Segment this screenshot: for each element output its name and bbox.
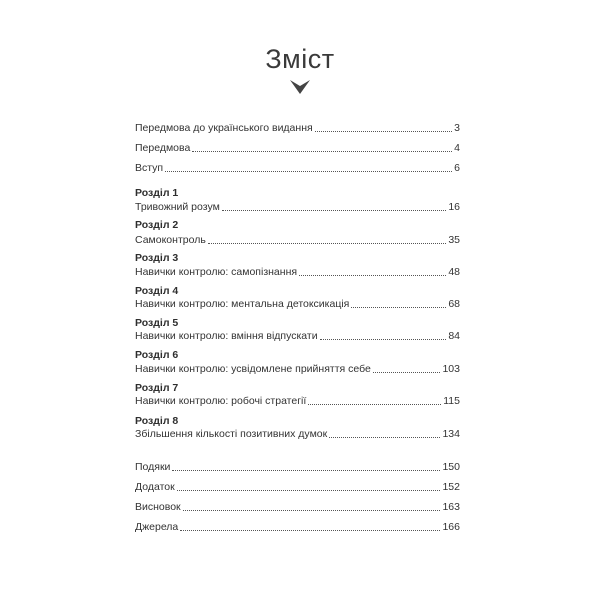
toc-entry-label: Вступ (135, 162, 164, 174)
chapter-heading: Розділ 5 (135, 317, 179, 329)
chapter-heading: Розділ 6 (135, 349, 179, 361)
dot-leader (320, 339, 447, 340)
dot-leader (177, 490, 441, 491)
toc-entry-chapter-5[interactable] (135, 328, 460, 343)
chapter-heading: Розділ 2 (135, 219, 179, 231)
toc-entry-front-2[interactable] (135, 140, 460, 155)
toc-entry-chapter-3[interactable] (135, 264, 460, 279)
toc-entry-page: 6 (454, 162, 460, 174)
dot-leader (192, 151, 452, 152)
toc-entry-front-1[interactable] (135, 120, 460, 135)
toc-entry-page: 3 (454, 122, 460, 134)
toc-entry-back-1[interactable] (135, 459, 460, 474)
toc-entry-chapter-2[interactable] (135, 232, 460, 247)
toc-entry-page: 150 (442, 461, 460, 473)
toc-entry-page: 166 (442, 521, 460, 533)
toc-entry-chapter-4[interactable] (135, 296, 460, 311)
chapter-heading: Розділ 3 (135, 252, 179, 264)
toc-entry-page: 84 (448, 330, 460, 342)
toc-entry-page: 103 (442, 363, 460, 375)
toc-entry-label: Передмова до українського видання (135, 122, 313, 134)
toc-entry-page: 152 (442, 481, 460, 493)
toc-entry-chapter-8[interactable] (135, 426, 460, 441)
dot-leader (299, 275, 446, 276)
chapter-heading: Розділ 4 (135, 285, 179, 297)
toc-entry-label: Висновок (135, 501, 181, 513)
toc-entry-label: Навички контролю: усвідомлене прийняття себе (135, 363, 371, 375)
toc-entry-page: 68 (448, 298, 460, 310)
dot-leader (172, 470, 440, 471)
toc-entry-label: Навички контролю: самопізнання (135, 266, 298, 278)
toc-entry-back-2[interactable] (135, 479, 460, 494)
toc-entry-front-3[interactable] (135, 160, 460, 175)
dot-leader (308, 404, 441, 405)
dot-leader (183, 510, 441, 511)
toc-entry-page: 115 (443, 395, 460, 407)
toc-entry-label: Самоконтроль (135, 234, 206, 246)
toc-entry-page: 16 (448, 201, 460, 213)
toc-entry-chapter-1[interactable] (135, 199, 460, 214)
toc-entry-back-4[interactable] (135, 519, 460, 534)
toc-entry-label: Подяки (135, 461, 171, 473)
toc-entry-page: 134 (442, 428, 460, 440)
dot-leader (329, 437, 440, 438)
toc-entry-page: 48 (448, 266, 460, 278)
chapter-heading: Розділ 8 (135, 415, 179, 427)
dot-leader (165, 171, 452, 172)
dot-leader (315, 131, 452, 132)
toc-entry-label: Додаток (135, 481, 175, 493)
toc-entry-label: Тривожний розум (135, 201, 220, 213)
chevron-down-icon (289, 79, 311, 95)
dot-leader (180, 530, 440, 531)
toc-entry-page: 35 (448, 234, 460, 246)
dot-leader (208, 243, 447, 244)
dot-leader (351, 307, 446, 308)
toc-entry-chapter-7[interactable] (135, 393, 460, 408)
toc-entry-page: 4 (454, 142, 460, 154)
toc-entry-label: Навички контролю: вміння відпускати (135, 330, 318, 342)
chapter-heading: Розділ 1 (135, 187, 179, 199)
toc-entry-label: Навички контролю: робочі стратегії (135, 395, 307, 407)
toc-entry-label: Джерела (135, 521, 179, 533)
toc-entry-label: Передмова (135, 142, 191, 154)
page-title: Зміст (265, 44, 335, 74)
toc-entry-chapter-6[interactable] (135, 361, 460, 376)
toc-entry-back-3[interactable] (135, 499, 460, 514)
toc-entry-page: 163 (442, 501, 460, 513)
dot-leader (373, 372, 441, 373)
toc-entry-label: Збільшення кількості позитивних думок (135, 428, 328, 440)
toc-entry-label: Навички контролю: ментальна детоксикація (135, 298, 350, 310)
chapter-heading: Розділ 7 (135, 382, 179, 394)
dot-leader (222, 210, 447, 211)
